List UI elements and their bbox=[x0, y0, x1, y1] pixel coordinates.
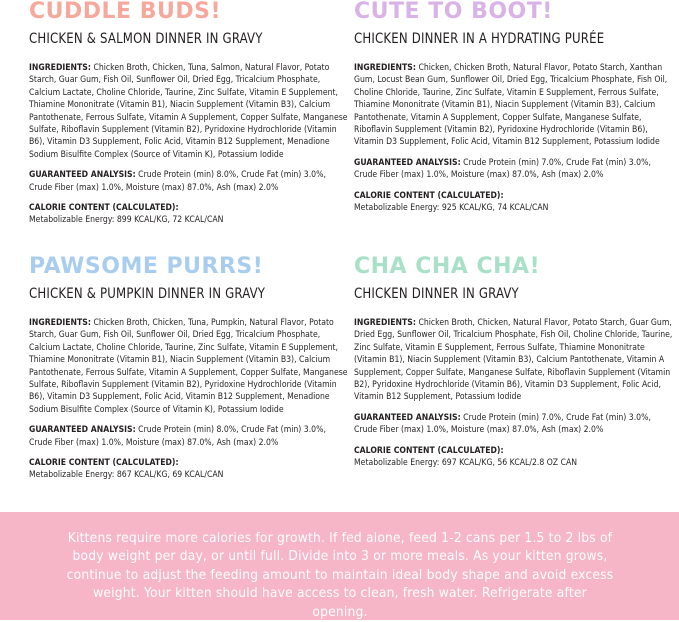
ingredients-block bbox=[354, 62, 674, 149]
ingredients-label: INGREDIENTS: bbox=[29, 63, 91, 73]
brand-title: CUDDLE BUDS! bbox=[29, 0, 222, 24]
calorie-block bbox=[354, 190, 674, 215]
product-name: CHICKEN & PUMPKIN DINNER IN GRAVY bbox=[29, 286, 266, 302]
analysis-text: Crude Protein (min) 7.0%, Crude Fat (min) 3.0%, Crude Fiber (max) 1.0%, Moisture (max) 87.0%, Ash (max) 2.0% bbox=[354, 157, 651, 181]
analysis-block bbox=[29, 169, 349, 194]
analysis-block bbox=[354, 412, 674, 437]
ingredients-block bbox=[354, 317, 674, 404]
analysis-label: GUARANTEED ANALYSIS: bbox=[29, 425, 136, 436]
ingredients-label: INGREDIENTS: bbox=[29, 318, 91, 328]
calorie-label: CALORIE CONTENT (CALCULATED): bbox=[354, 190, 504, 201]
ingredients-block bbox=[29, 62, 349, 161]
analysis-label: GUARANTEED ANALYSIS: bbox=[29, 170, 136, 181]
analysis-block bbox=[354, 157, 674, 182]
product-panel-cuddle-buds bbox=[29, 0, 349, 227]
feeding-guide-text: Kittens require more calories for growth. If fed alone, feed 1-2 cans per 1.5 to 2 lbs of body weight per day, or until full. Divide into 3 or more meals. As your kitten grows, continue to adjust the feeding amount to maintain ideal body shape and avoid excess weight. Your kitten should have access to clean, fresh water. Refrigerate after opening. bbox=[66, 531, 613, 620]
analysis-text: Crude Protein (min) 8.0%, Crude Fat (min) 3.0%, Crude Fiber (max) 1.0%, Moisture (max) 87.0%, Ash (max) 2.0% bbox=[29, 170, 326, 193]
brand-title: CUTE TO BOOT! bbox=[354, 0, 553, 24]
product-name: CHICKEN DINNER IN A HYDRATING PURÉE bbox=[354, 31, 605, 47]
calorie-label: CALORIE CONTENT (CALCULATED): bbox=[354, 445, 504, 456]
product-name: CHICKEN & SALMON DINNER IN GRAVY bbox=[29, 31, 263, 47]
ingredients-label: INGREDIENTS: bbox=[354, 318, 416, 328]
calorie-block bbox=[29, 202, 349, 227]
calorie-block bbox=[354, 445, 674, 470]
analysis-block bbox=[29, 424, 349, 449]
product-panel-pawsome-purrs bbox=[29, 255, 349, 482]
brand-title: PAWSOME PURRS! bbox=[29, 254, 264, 279]
analysis-text: Crude Protein (min) 8.0%, Crude Fat (min) 3.0%, Crude Fiber (max) 1.0%, Moisture (max) 87.0%, Ash (max) 2.0% bbox=[29, 425, 326, 448]
calorie-text: Metabolizable Energy: 697 KCAL/KG, 56 KCAL/2.8 OZ CAN bbox=[354, 458, 578, 469]
calorie-text: Metabolizable Energy: 867 KCAL/KG, 69 KCAL/CAN bbox=[29, 470, 224, 481]
analysis-label: GUARANTEED ANALYSIS: bbox=[354, 412, 461, 423]
product-panel-cute-to-boot bbox=[354, 0, 674, 214]
calorie-text: Metabolizable Energy: 925 KCAL/KG, 74 KCAL/CAN bbox=[354, 203, 549, 214]
calorie-block bbox=[29, 457, 349, 482]
product-name: CHICKEN DINNER IN GRAVY bbox=[354, 286, 519, 302]
product-panel-cha-cha-cha bbox=[354, 255, 674, 469]
ingredients-block bbox=[29, 317, 349, 416]
calorie-label: CALORIE CONTENT (CALCULATED): bbox=[29, 203, 179, 214]
ingredients-text: Chicken Broth, Chicken, Tuna, Pumpkin, Natural Flavor, Potato Starch, Guar Gum, Fish Oil, Sunflower Oil, Dried Egg, Tricalcium Phosphate, Calcium Lactate, Choline Chloride, Taurine, Zinc Sulfate, Vitamin E Supplement, Thiamine Mononitrate (Vitamin B1), Niacin Supplement (Vitamin B3), Calcium Pantothenate, Ferrous Sulfate, Vitamin A Supplement, Copper Sulfate, Manganese Sulfate, Riboflavin Supplement (Vitamin B2), Pyridoxine Hydrochloride (Vitamin B6), Vitamin D3 Supplement, Folic Acid, Vitamin B12 Supplement, Menadione Sodium Bisulfite Complex (Source of Vitamin K), Potassium Iodide bbox=[29, 318, 348, 415]
feeding-guide-text-wrap bbox=[0, 530, 679, 622]
analysis-label: GUARANTEED ANALYSIS: bbox=[354, 157, 461, 168]
brand-title: CHA CHA CHA! bbox=[354, 254, 541, 279]
analysis-text: Crude Protein (min) 7.0%, Crude Fat (min) 3.0%, Crude Fiber (max) 1.0%, Moisture (max) 87.0%, Ash (max) 2.0% bbox=[354, 412, 651, 436]
ingredients-label: INGREDIENTS: bbox=[354, 63, 416, 73]
feeding-guide-banner bbox=[0, 512, 679, 620]
calorie-text: Metabolizable Energy: 899 KCAL/KG, 72 KCAL/CAN bbox=[29, 215, 224, 226]
ingredients-text: Chicken Broth, Chicken, Natural Flavor, Potato Starch, Guar Gum, Dried Egg, Sunflower Oil, Tricalcium Phosphate, Fish Oil, Choline Chloride, Taurine, Zinc Sulfate, Vitamin E Supplement, Ferrous Sulfate, Thiamine Mononitrate (Vitamin B1), Niacin Supplement (Vitamin B3), Calcium Pantothenate, Vitamin A Supplement, Copper Sulfate, Manganese Sulfate, Riboflavin Supplement (Vitamin B2), Pyridoxine Hydrochloride (Vitamin B6), Vitamin D3 Supplement, Folic Acid, Vitamin B12 Supplement, Potassium Iodide bbox=[354, 318, 673, 403]
ingredients-text: Chicken Broth, Chicken, Tuna, Salmon, Natural Flavor, Potato Starch, Guar Gum, Fish Oil, Sunflower Oil, Dried Egg, Tricalcium Phosphate, Calcium Lactate, Choline Chloride, Taurine, Zinc Sulfate, Vitamin E Supplement, Thiamine Mononitrate (Vitamin B1), Niacin Supplement (Vitamin B3), Calcium Pantothenate, Ferrous Sulfate, Vitamin A Supplement, Copper Sulfate, Manganese Sulfate, Riboflavin Supplement (Vitamin B2), Pyridoxine Hydrochloride (Vitamin B6), Vitamin D3 Supplement, Folic Acid, Vitamin B12 Supplement, Menadione Sodium Bisulfite Complex (Source of Vitamin K), Potassium Iodide bbox=[29, 63, 348, 160]
calorie-label: CALORIE CONTENT (CALCULATED): bbox=[29, 458, 179, 469]
ingredients-text: Chicken, Chicken Broth, Natural Flavor, Potato Starch, Xanthan Gum, Locust Bean Gum, Sunflower Oil, Dried Egg, Tricalcium Phosphate, Fish Oil, Choline Chloride, Taurine, Zinc Sulfate, Vitamin E Supplement, Ferrous Sulfate, Thiamine Mononitrate (Vitamin B1), Niacin Supplement (Vitamin B3), Calcium Pantothenate, Vitamin A Supplement, Copper Sulfate, Manganese Sulfate, Riboflavin Supplement (Vitamin B2), Pyridoxine Hydrochloride (Vitamin B6), Vitamin D3 Supplement, Folic Acid, Vitamin B12 Supplement, Potassium Iodide bbox=[354, 63, 668, 148]
